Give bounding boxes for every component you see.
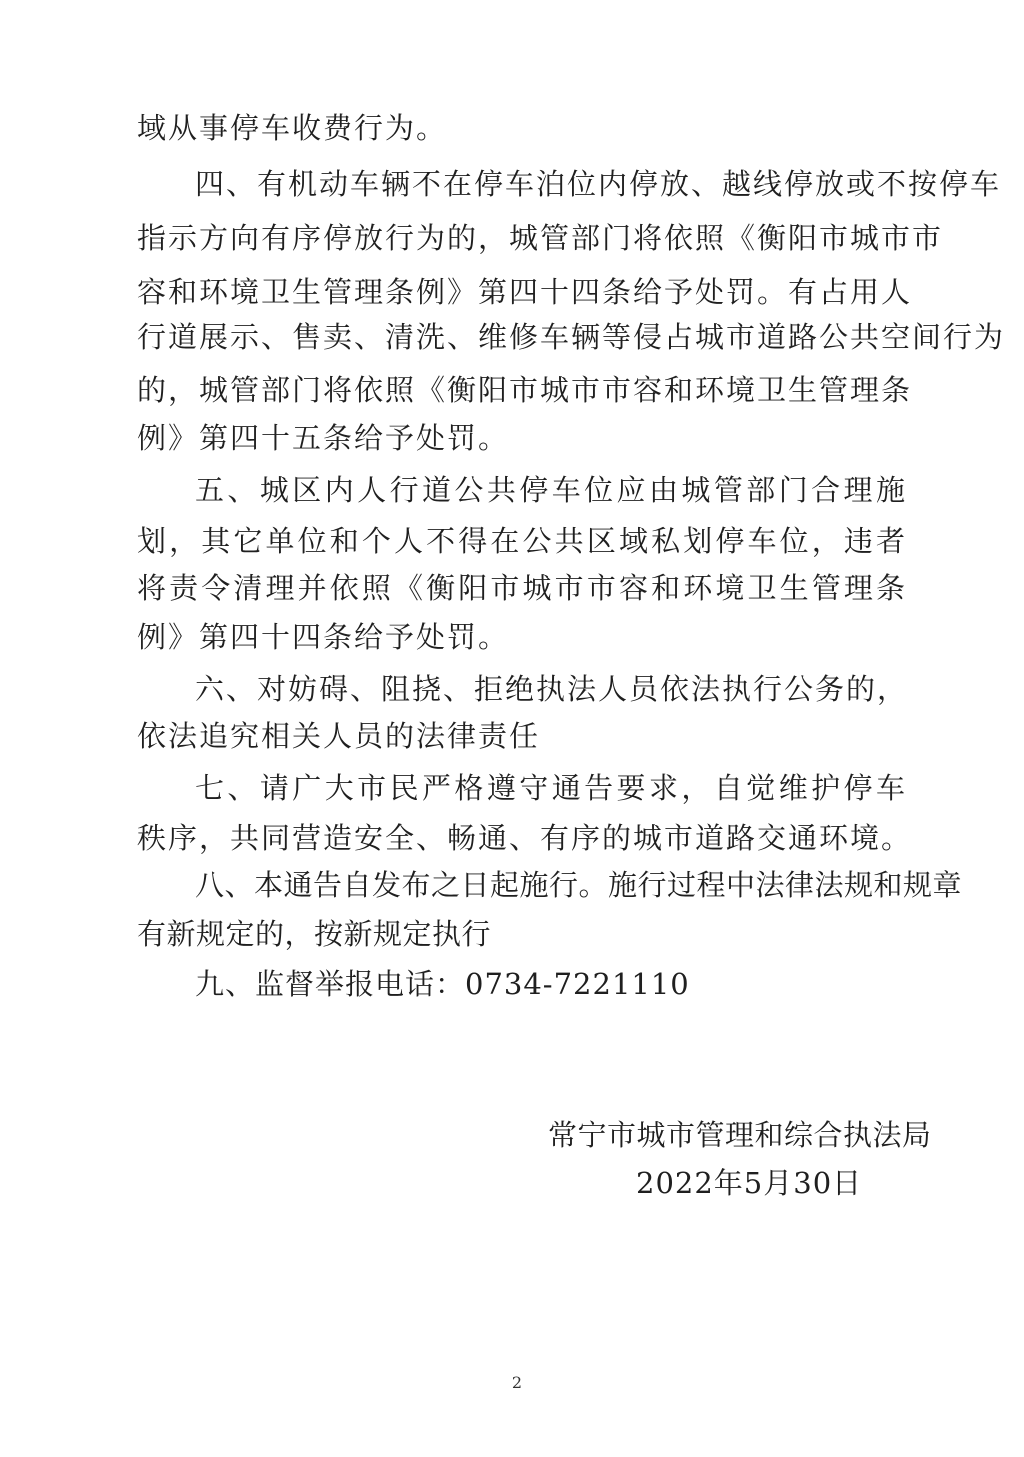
paragraph-line: 例》第四十五条给予处罚。 — [137, 421, 510, 455]
hotline-line: 九、监督举报电话：0734-7221110 — [195, 967, 690, 1001]
paragraph-line: 依法追究相关人员的法律责任 — [137, 719, 541, 753]
paragraph-line: 有新规定的，按新规定执行 — [137, 917, 492, 951]
issue-date: 2022年5月30日 — [636, 1166, 863, 1200]
paragraph-line: 四、有机动车辆不在停车泊位内停放、越线停放或不按停车 — [195, 167, 1002, 201]
paragraph-line: 八、本通告自发布之日起施行。施行过程中法律法规和规章 — [195, 868, 963, 902]
paragraph-line: 划，其它单位和个人不得在公共区域私划停车位，违者 — [137, 524, 907, 558]
paragraph-line: 秩序，共同营造安全、畅通、有序的城市道路交通环境。 — [137, 821, 913, 855]
paragraph-line: 指示方向有序停放行为的，城管部门将依照《衡阳市城市市 — [137, 221, 944, 255]
paragraph-line: 七、请广大市民严格遵守通告要求，自觉维护停车 — [195, 771, 907, 805]
issuing-authority: 常宁市城市管理和综合执法局 — [548, 1118, 932, 1152]
paragraph-line: 的，城管部门将依照《衡阳市城市市容和环境卫生管理条 — [137, 373, 913, 407]
page-number: 2 — [511, 1373, 523, 1392]
paragraph-line: 六、对妨碍、阻挠、拒绝执法人员依法执行公务的， — [195, 672, 909, 706]
paragraph-line: 例》第四十四条给予处罚。 — [137, 620, 510, 654]
paragraph-line: 域从事停车收费行为。 — [137, 111, 448, 145]
paragraph-line: 容和环境卫生管理条例》第四十四条给予处罚。有占用人 — [137, 275, 913, 309]
paragraph-line: 将责令清理并依照《衡阳市城市市容和环境卫生管理条 — [137, 571, 907, 605]
paragraph-line: 行道展示、售卖、清洗、维修车辆等侵占城市道路公共空间行为 — [137, 320, 1006, 354]
paragraph-line: 五、城区内人行道公共停车位应由城管部门合理施 — [195, 473, 907, 507]
